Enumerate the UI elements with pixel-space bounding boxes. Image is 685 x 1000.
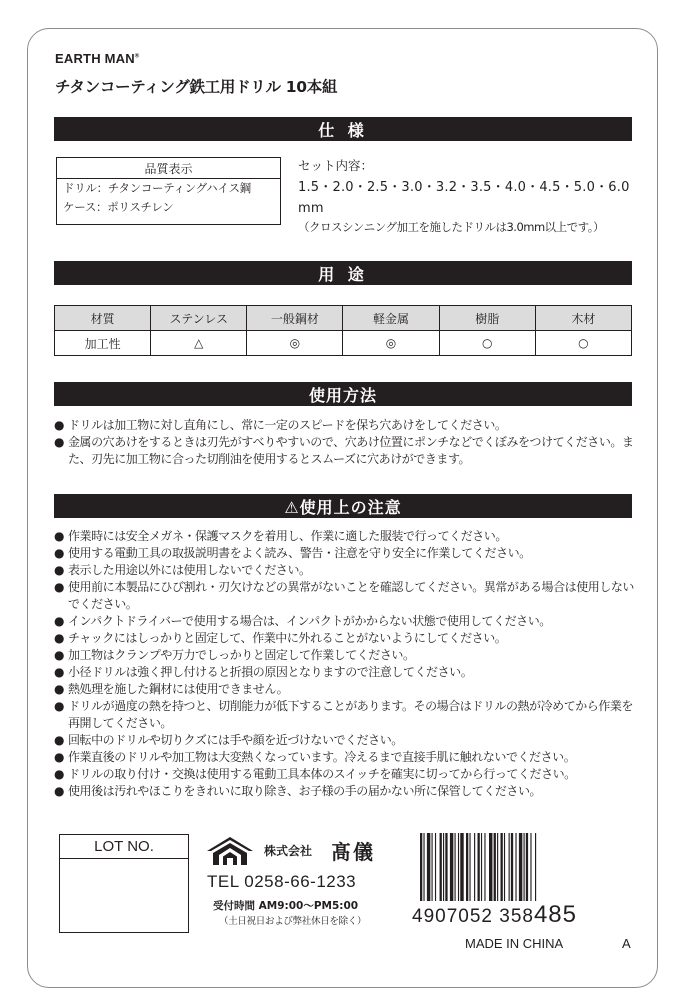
- barcode-bar: [526, 833, 528, 901]
- how-to-heading: 使用方法: [54, 382, 632, 406]
- barcode-bar: [466, 833, 468, 901]
- barcode-bar: [504, 833, 505, 901]
- list-item: ● 加工物はクランプや万力でしっかりと固定して作業してください。: [54, 647, 639, 664]
- barcode-bar: [489, 833, 492, 901]
- barcode-bar: [427, 833, 430, 901]
- list-item: ● 金属の穴あけをするときは刃先がすべりやすいので、穴あけ位置にポンチなどでくぼみをつけてください。また、刃先に加工物に合った切削油を使用するとスムーズに穴あけができます。: [54, 434, 639, 468]
- support-hours-note: （土日祝日および弊社休日を除く）: [219, 916, 367, 927]
- quality-line-case: ケース：ポリスチレン: [63, 200, 174, 214]
- usage-header-cell: ステンレス: [151, 306, 247, 331]
- barcode-bar: [494, 833, 496, 901]
- list-item: ● 使用後は汚れやほこりをきれいに取り除き、お子様の手の届かない所に保管してください。: [54, 783, 639, 800]
- company-prefix: 株式会社: [264, 844, 313, 858]
- variant-code: A: [622, 936, 631, 951]
- list-item: ● ドリルの取り付け・交換は使用する電動工具本体のスイッチを確実に切ってから行ってください。: [54, 766, 639, 783]
- usage-header-cell: 木材: [535, 306, 631, 331]
- usage-heading: 用 途: [54, 261, 632, 285]
- registered-mark: ®: [134, 53, 140, 60]
- usage-header-cell: 樹脂: [439, 306, 535, 331]
- barcode-bar: [445, 833, 447, 901]
- list-item: ● 使用する電動工具の取扱説明書をよく読み、警告・注意を守り安全に作業してください。: [54, 545, 639, 562]
- barcode-bar: [440, 833, 442, 901]
- list-item: ● 表示した用途以外には使用しないでください。: [54, 562, 639, 579]
- barcode-bar: [423, 833, 424, 901]
- usage-table: [54, 305, 632, 356]
- barcode-bar: [460, 833, 463, 901]
- lot-label: LOT NO.: [60, 835, 188, 859]
- barcode-bar: [450, 833, 453, 901]
- support-hours: 受付時間 AM9:00～PM5:00: [213, 900, 359, 912]
- rating-steel: ◎: [247, 331, 343, 356]
- barcode-bar: [474, 833, 475, 901]
- caution-heading: ⚠使用上の注意: [54, 494, 632, 518]
- barcode-bar: [469, 833, 470, 901]
- rating-resin: ○: [439, 331, 535, 356]
- list-item: ● ドリルは加工物に対し直角にし、常に一定のスピードを保ち穴あけをしてください。: [54, 417, 639, 434]
- list-item: ● 使用前に本製品にひび割れ・刃欠けなどの異常がないことを確認してください。異常がある場合は使用しないでください。: [54, 579, 639, 613]
- rating-light-metal: ◎: [343, 331, 439, 356]
- barcode-bar: [443, 833, 444, 901]
- usage-header-cell: 軽金属: [343, 306, 439, 331]
- barcode: [418, 833, 632, 901]
- lot-number-box: [59, 834, 189, 933]
- barcode-bar: [519, 833, 522, 901]
- quality-line-drill: ドリル：チタンコーティングハイス鋼: [63, 181, 251, 195]
- barcode-bar: [435, 833, 436, 901]
- set-sizes: 1.5・2.0・2.5・3.0・3.2・3.5・4.0・4.5・5.0・6.0 mm: [298, 180, 630, 216]
- barcode-number-tail: 485: [533, 901, 577, 928]
- list-item: ● 回転中のドリルや切りクズには手や顔を近づけないでください。: [54, 732, 639, 749]
- barcode-bar: [420, 833, 422, 901]
- list-item: ● チャックにはしっかりと固定して、作業中に外れることがないようにしてください。: [54, 630, 639, 647]
- barcode-bar: [511, 833, 513, 901]
- rating-stainless: △: [151, 331, 247, 356]
- company-logo-icon: [205, 835, 255, 867]
- barcode-bar: [535, 833, 536, 901]
- barcode-number: [412, 901, 577, 929]
- barcode-bar: [484, 833, 485, 901]
- product-title: チタンコーティング鉄工用ドリル 10本組: [55, 78, 338, 96]
- barcode-bar: [501, 833, 503, 901]
- list-item: ● インパクトドライバーで使用する場合は、インパクトがかからない状態で使用してください。: [54, 613, 639, 630]
- usage-row-label: 加工性: [55, 331, 151, 356]
- barcode-bar: [481, 833, 482, 901]
- barcode-number-main: 4907052 358: [412, 906, 534, 927]
- brand-name: EARTH MAN: [55, 51, 135, 66]
- telephone: TEL 0258-66-1233: [207, 872, 357, 891]
- list-item: ● 小径ドリルは強く押し付けると折損の原因となりますので注意してください。: [54, 664, 639, 681]
- made-in: MADE IN CHINA: [465, 936, 564, 951]
- brand-logo: [55, 51, 139, 66]
- list-item: ● 作業時には安全メガネ・保護マスクを着用し、作業に適した服装で行ってください。: [54, 528, 639, 545]
- barcode-bar: [455, 833, 456, 901]
- rating-wood: ○: [535, 331, 631, 356]
- usage-header-row: [55, 306, 632, 331]
- barcode-bar: [530, 833, 531, 901]
- barcode-bar: [497, 833, 498, 901]
- barcode-bar: [478, 833, 480, 901]
- company-name: 髙儀: [331, 840, 375, 864]
- barcode-bar: [515, 833, 516, 901]
- set-contents-label: セット内容：: [298, 158, 374, 173]
- barcode-bar: [524, 833, 525, 901]
- set-note: （クロスシンニング加工を施したドリルは3.0mm以上です。）: [298, 220, 605, 234]
- list-item: ● 熱処理を施した鋼材には使用できません。: [54, 681, 639, 698]
- barcode-bar: [509, 833, 510, 901]
- list-item: ● 作業直後のドリルや加工物は大変熱くなっています。冷えるまで直接手肌に触れないでください。: [54, 749, 639, 766]
- barcode-bar: [458, 833, 459, 901]
- how-to-list: [54, 417, 639, 469]
- caution-list: [54, 528, 639, 800]
- list-item: ● ドリルが過度の熱を持つと、切削能力が低下することがあります。その場合はドリルの熱が冷めてから作業を再開してください。: [54, 698, 639, 732]
- barcode-bar: [432, 833, 433, 901]
- quality-box: [56, 157, 281, 225]
- usage-header-cell: 一般鋼材: [247, 306, 343, 331]
- usage-rating-row: [55, 331, 632, 356]
- quality-label: 品質表示: [57, 158, 280, 179]
- usage-header-cell: 材質: [55, 306, 151, 331]
- spec-heading: 仕 様: [54, 117, 632, 141]
